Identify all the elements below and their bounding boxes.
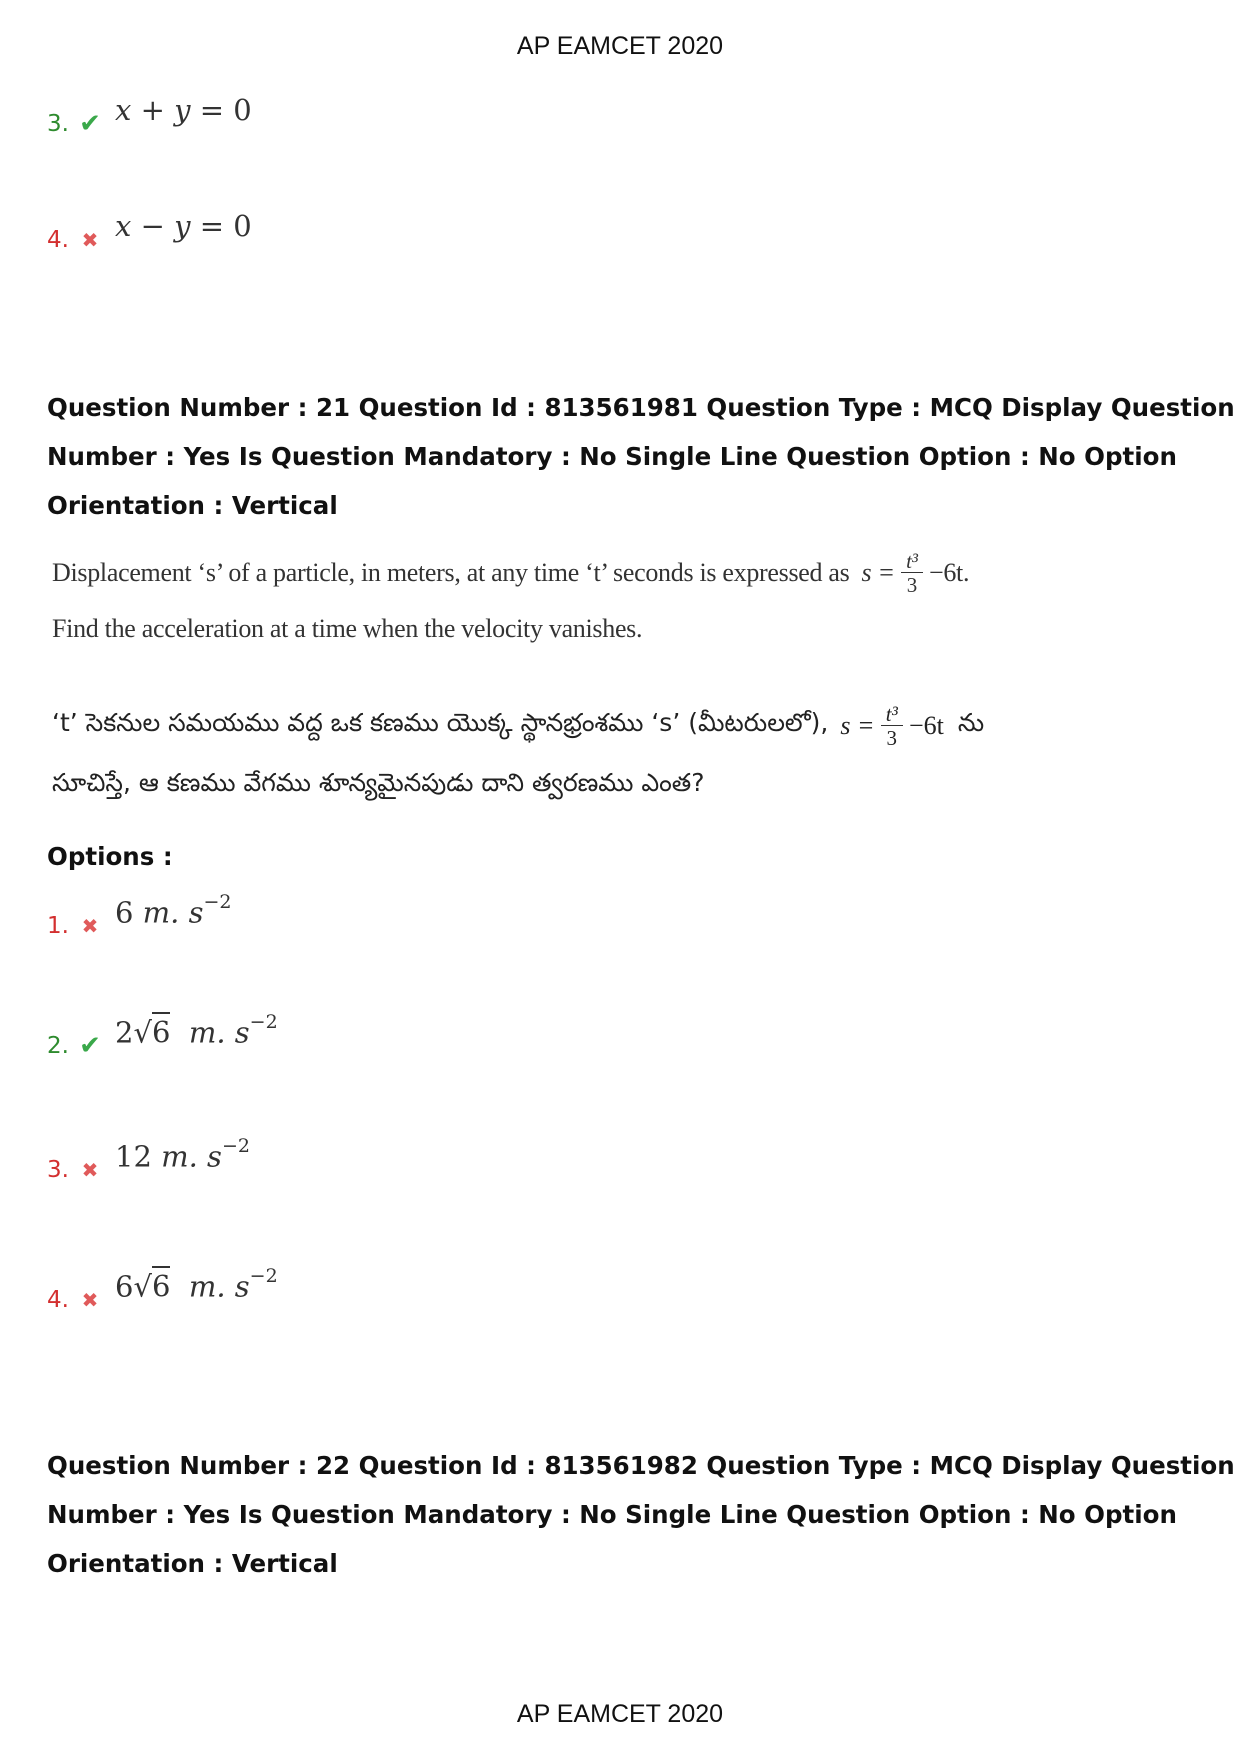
prev-option-4: [47, 209, 252, 260]
question-21-text: [52, 545, 969, 657]
meta-line: Question Number : 21 Question Id : 813561981 Question Type : MCQ Display Question: [47, 393, 1235, 422]
check-icon: ✔: [79, 109, 101, 139]
option-number: 4.: [47, 1287, 69, 1313]
option-expression: 6 m. $s^{-2}$: [115, 890, 232, 930]
option-3: [47, 1134, 250, 1190]
prev-option-3: [47, 93, 252, 144]
option-expression: 6√6 m. $s^{-2}$: [115, 1264, 278, 1304]
option-2: [47, 1010, 278, 1066]
question-telugu-line-2: సూచిస్తే, ఆ కణము వేగము శూన్యమైనపుడు దాని త్వరణము ఎంత?: [52, 768, 705, 797]
cross-icon: ✖: [81, 914, 99, 938]
fraction: $\frac{\text{t³}}{3}$: [901, 551, 923, 596]
option-expression: x + y = 0: [115, 93, 252, 127]
meta-line: Orientation : Vertical: [47, 491, 338, 520]
cross-icon: ✖: [81, 1288, 99, 1312]
question-21-telugu: [52, 696, 984, 816]
option-number: 1.: [47, 913, 69, 939]
meta-line: Question Number : 22 Question Id : 813561982 Question Type : MCQ Display Question: [47, 1451, 1235, 1480]
meta-line: Number : Yes Is Question Mandatory : No Single Line Question Option : No Option: [47, 1500, 1177, 1529]
question-telugu-line-1: ‘t’ సెకనుల సమయము వద్ద ఒక కణము యొక్క స్థానభ్రంశము ‘s’ (మీటరులలో), s = $\frac{\text{t³}}{3}$ −6t ను: [52, 701, 985, 750]
meta-line: Number : Yes Is Question Mandatory : No Single Line Question Option : No Option: [47, 442, 1177, 471]
cross-icon: ✖: [81, 1158, 99, 1182]
page-header: AP EAMCET 2020: [516, 32, 724, 60]
question-22-meta: [47, 1441, 1235, 1588]
cross-icon: ✖: [81, 228, 99, 252]
options-label: Options :: [47, 842, 173, 871]
option-expression: x − y = 0: [115, 209, 252, 243]
option-number: 3.: [47, 111, 69, 137]
page-footer: AP EAMCET 2020: [516, 1700, 724, 1728]
question-21-meta: [47, 383, 1235, 530]
option-4: [47, 1264, 278, 1320]
option-number: 2.: [47, 1033, 69, 1059]
fraction: $\frac{\text{t³}}{3}$: [881, 704, 904, 749]
check-icon: ✔: [79, 1031, 101, 1061]
question-english-line-2: Find the acceleration at a time when the velocity vanishes.: [52, 614, 643, 643]
option-1: [47, 890, 232, 946]
option-expression: 12 m. $s^{-2}$: [115, 1134, 250, 1174]
meta-line: Orientation : Vertical: [47, 1549, 338, 1578]
option-number: 3.: [47, 1157, 69, 1183]
option-number: 4.: [47, 227, 69, 253]
question-english-line-1: Displacement ‘s’ of a particle, in meters, at any time ‘t’ seconds is expressed as s = $\frac{\text{t³}}{3}$ −6t.: [52, 548, 970, 597]
option-expression: 2√6 m. $s^{-2}$: [115, 1010, 278, 1050]
